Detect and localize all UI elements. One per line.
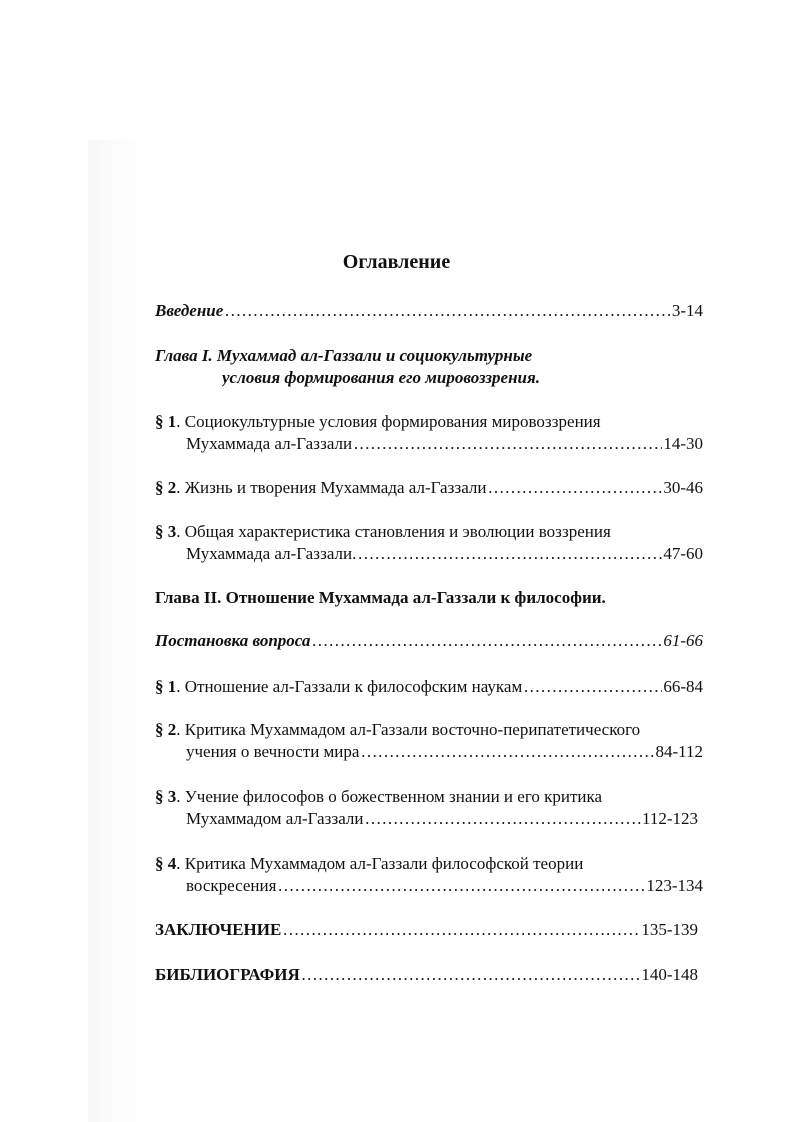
toc-entry-ch2-s2-cont [186, 741, 703, 763]
toc-entry-ch2-s4-cont [186, 875, 703, 897]
toc-label: Введение [155, 301, 224, 320]
section-number: § 4 [155, 854, 177, 873]
toc-pages: 30-46 [663, 478, 703, 497]
toc-entry-conclusion [155, 919, 698, 941]
toc-pages: 140-148 [641, 965, 698, 984]
toc-pages: 14-30 [663, 434, 703, 453]
toc-pages: 84-112 [655, 742, 703, 761]
section-title: . Социокультурные условия формирования мировоззрения [176, 412, 601, 431]
toc-entry-ch1-s1-cont [186, 433, 703, 455]
toc-pages: 66-84 [663, 677, 703, 696]
toc-pages: 61-66 [663, 631, 703, 650]
leader-dots [277, 875, 645, 897]
section-title: . Критика Мухаммадом ал-Газзали философской теории [176, 854, 584, 873]
section-title-cont: Мухаммада ал-Газзали. [186, 544, 357, 563]
toc-pages: 123-134 [646, 876, 703, 895]
section-number: § 3 [155, 522, 177, 541]
leader-dots [357, 543, 662, 565]
toc-entry-ch1-s3-cont [186, 543, 703, 565]
leader-dots [488, 477, 663, 499]
toc-pages: 135-139 [641, 920, 698, 939]
section-title: . Отношение ал-Газзали к философским наукам [176, 677, 523, 696]
toc-entry-ch2-s3-cont [186, 808, 698, 830]
leader-dots [301, 964, 641, 986]
leader-dots [311, 630, 662, 652]
section-title-cont: учения о вечности мира [186, 742, 360, 761]
toc-entry-problem [155, 630, 703, 652]
section-title: . Жизнь и творения Мухаммада ал-Газзали [176, 478, 487, 497]
section-title-cont: Мухаммада ал-Газзали [186, 434, 353, 453]
section-title: . Учение философов о божественном знании и его критика [176, 787, 603, 806]
section-title-cont: воскресения [186, 876, 277, 895]
page-title: Оглавление [342, 251, 451, 273]
leader-dots [523, 676, 662, 698]
section-number: § 2 [155, 720, 177, 739]
section-title-cont: Мухаммадом ал-Газзали [186, 809, 364, 828]
toc-label: ЗАКЛЮЧЕНИЕ [155, 920, 282, 939]
toc-entry-ch2-s1 [155, 676, 703, 698]
toc-pages: 3-14 [671, 301, 703, 320]
chapter-1-heading: Глава I. Мухаммад ал-Газзали и социокультурные [155, 346, 533, 365]
toc-entry-ch2-s4 [155, 853, 583, 875]
toc-entry-ch2-s2 [155, 719, 640, 741]
chapter-2-heading: Глава II. Отношение Мухаммада ал-Газзали к философии. [155, 588, 606, 607]
leader-dots [365, 808, 641, 830]
leader-dots [360, 741, 654, 763]
toc-entry-ch2-s3 [155, 786, 602, 808]
toc-pages: 112-123 [641, 809, 698, 828]
leader-dots [353, 433, 662, 455]
chapter-1-heading-cont: условия формирования его мировоззрения. [222, 368, 540, 387]
leader-dots [224, 300, 671, 322]
toc-pages: 47-60 [663, 544, 703, 563]
section-number: § 1 [155, 412, 177, 431]
section-number: § 1 [155, 677, 177, 696]
toc-label: БИБЛИОГРАФИЯ [155, 965, 300, 984]
section-number: § 2 [155, 478, 177, 497]
leader-dots [282, 919, 640, 941]
section-number: § 3 [155, 787, 177, 806]
section-title: . Общая характеристика становления и эволюции воззрения [176, 522, 611, 541]
section-title: . Критика Мухаммадом ал-Газзали восточно-перипатетического [176, 720, 641, 739]
toc-entry-ch1-s2 [155, 477, 703, 499]
toc-entry-ch1-s1 [155, 411, 601, 433]
toc-entry-ch1-s3 [155, 521, 611, 543]
toc-entry-bibliography [155, 964, 698, 986]
toc-label: Постановка вопроса [155, 631, 311, 650]
toc-entry-intro [155, 300, 703, 322]
